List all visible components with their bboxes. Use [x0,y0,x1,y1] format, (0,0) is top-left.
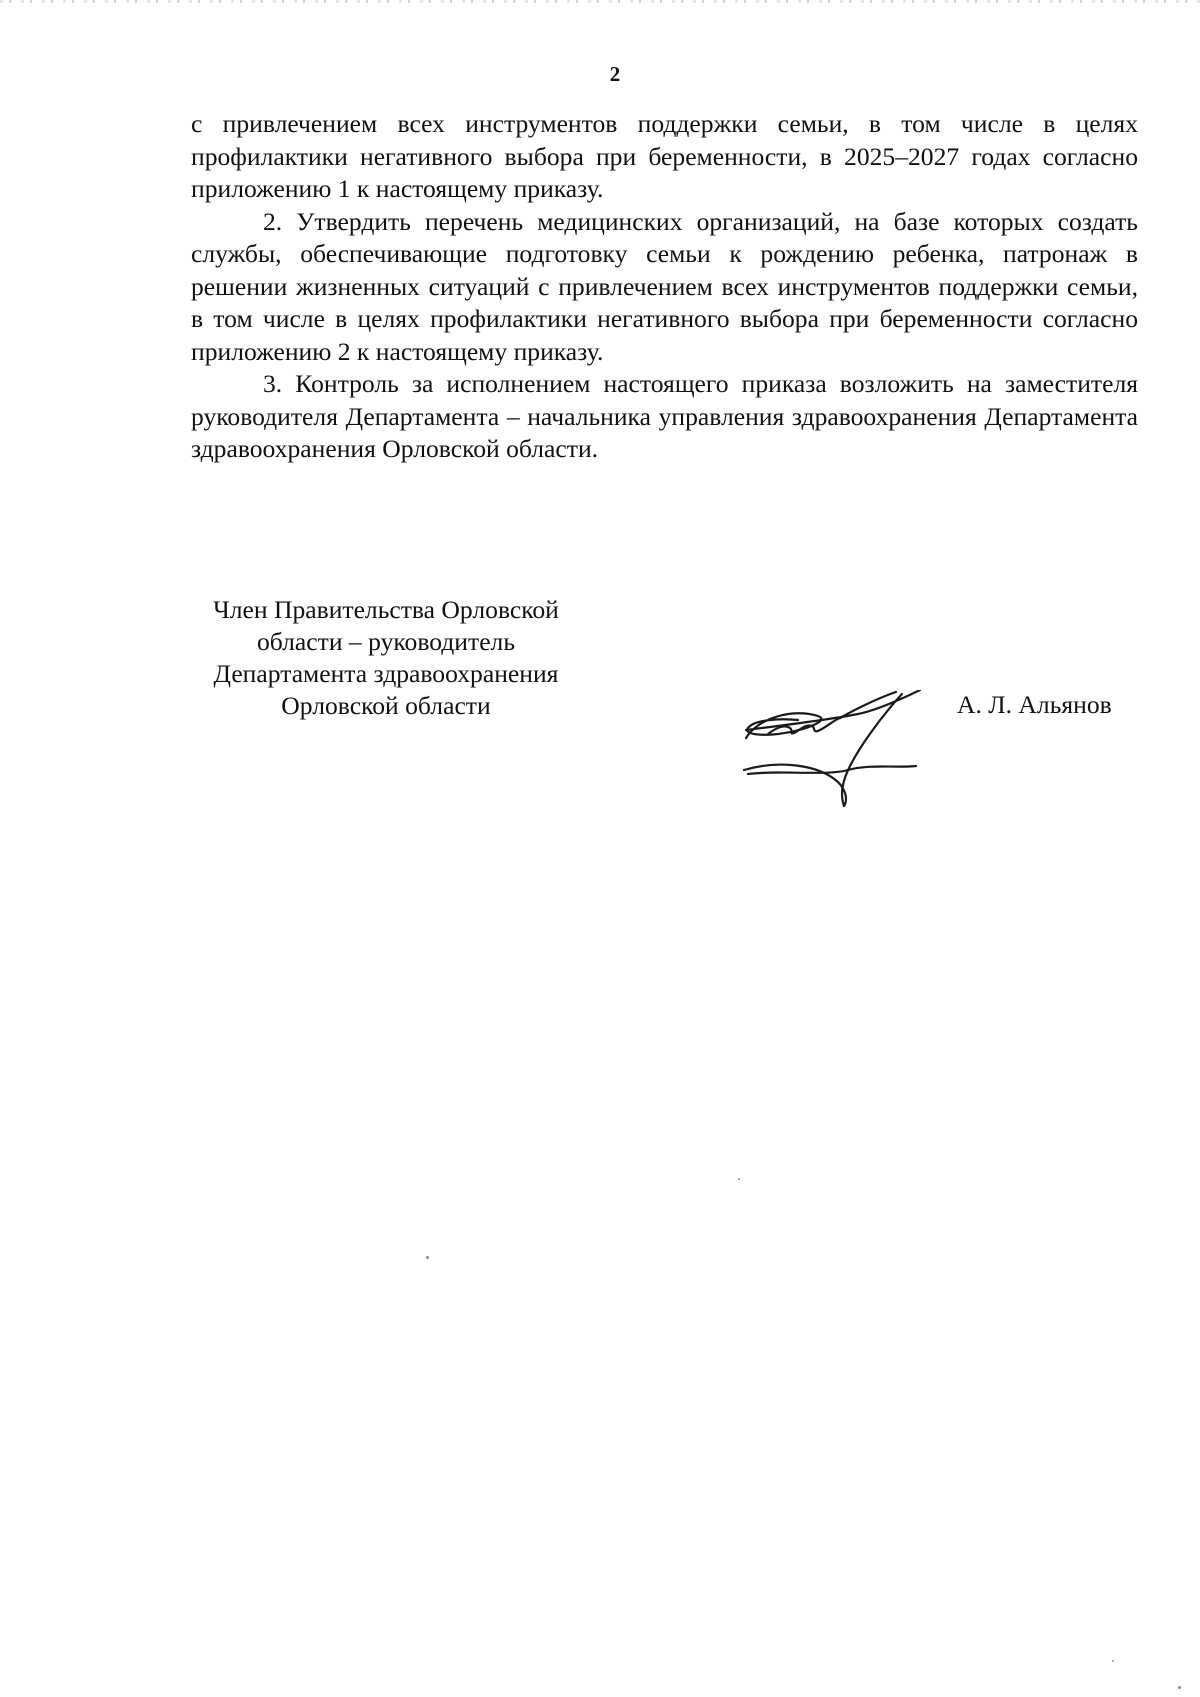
paragraph-item-2: 2. Утвердить перечень медицинских организаций, на базе которых создать службы, обеспечивающие подготовку семьи к рождению ребенка, патронаж в решении жизненных ситуаций с привлечением всех инструментов поддержки семьи, в том числе в целях профилактики негативного выбора при беременности согласно приложению 2 к настоящему приказу. [191,206,1138,366]
paragraph-continuation: с привлечением всех инструментов поддержки семьи, в том числе в целях профилактики негативного выбора при беременности, в 2025–2027 годах согласно приложению 1 к настоящему приказу. [191,109,1138,203]
signer-position-line: Член Правительства Орловской [213,595,559,624]
signer-position-line: Орловской области [281,691,491,720]
signer-position [186,594,586,722]
scan-speck [738,1178,740,1180]
scan-speck [426,1256,429,1259]
signer-position-line: Департамента здравоохранения [213,659,559,688]
scan-speck [1178,1686,1181,1689]
paragraph-item-3: 3. Контроль за исполнением настоящего приказа возложить на заместителя руководителя Департамента – начальника управления здравоохранения Департамента здравоохранения Орловской области. [191,369,1138,463]
scan-speck [1112,1660,1114,1662]
page-number: 2 [609,62,621,86]
handwritten-signature [738,690,928,810]
signer-position-line: области – руководитель [256,627,515,656]
signer-name: А. Л. Альянов [957,690,1112,719]
scan-edge [0,0,1200,3]
document-body [191,108,1138,466]
